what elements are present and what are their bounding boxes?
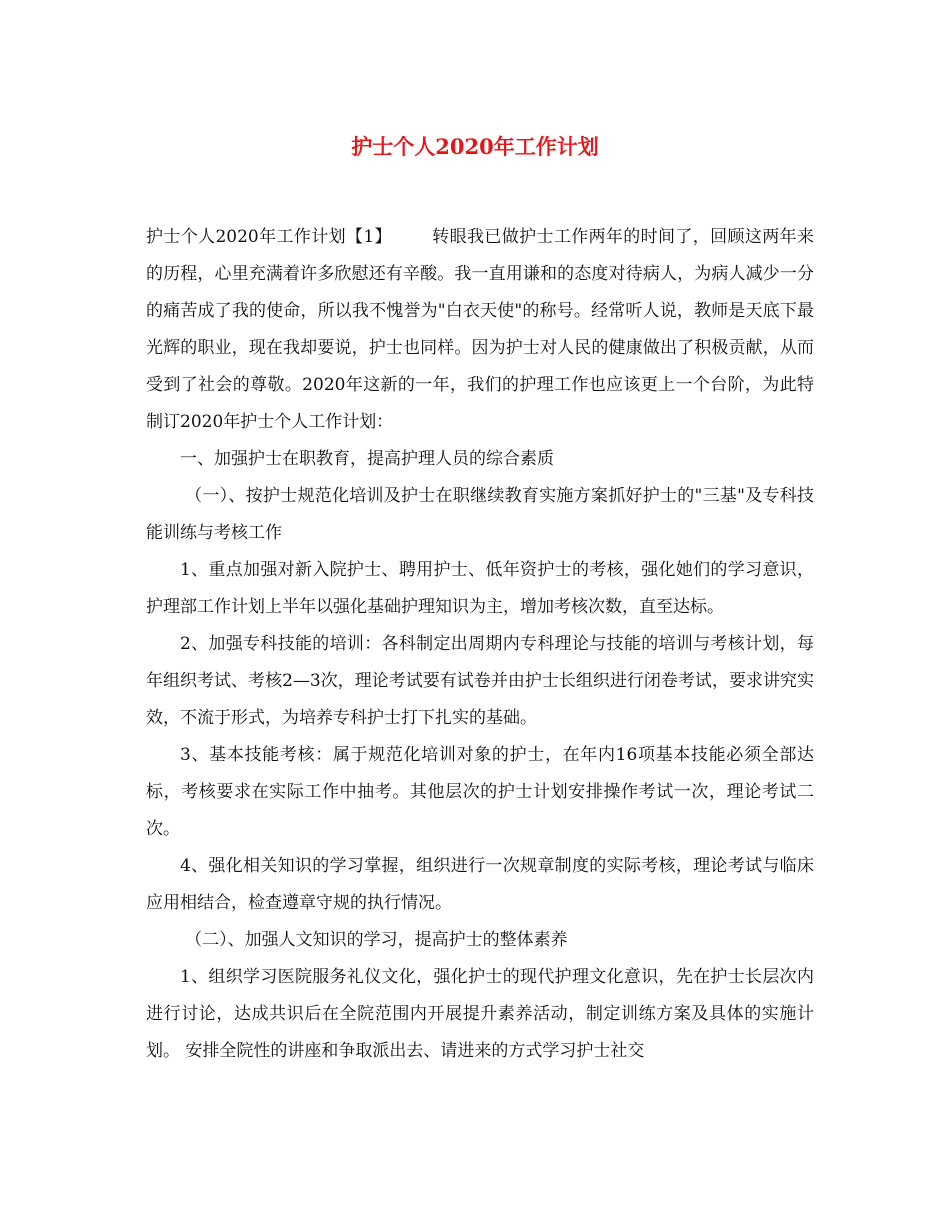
list-item-5: 1、组织学习医院服务礼仪文化，强化护士的现代护理文化意识，先在护士长层次内进行讨论，达成共识后在全院范围内开展提升素养活动，制定训练方案及具体的实施计划。 安排全院性的讲座和争取派出去、请进来的方式学习护士社交 — [146, 967, 814, 1061]
list-item-4: 4、强化相关知识的学习掌握，组织进行一次规章制度的实际考核，理论考试与临床应用相结合，检查遵章守规的执行情况。 — [146, 856, 814, 913]
list-item-3: 3、基本技能考核：属于规范化培训对象的护士，在年内16项基本技能必须全部达标，考核要求在实际工作中抽考。其他层次的护士计划安排操作考试一次，理论考试二次。 — [146, 745, 814, 839]
intro-text: 转眼我已做护士工作两年的时间了，回顾这两年来的历程，心里充满着许多欣慰还有辛酸。我一直用谦和的态度对待病人，为病人减少一分的痛苦成了我的使命，所以我不愧誉为"白衣天使"的称号。经常听人说，教师是天底下最光辉的职业，现在我却要说，护士也同样。因为护士对人民的健康做出了积极贡献，从而受到了社会的尊敬。2020年这新的一年，我们的护理工作也应该更上一个台阶，为此特制订2020年护士个人工作计划： — [146, 227, 814, 432]
intro-paragraph — [146, 219, 814, 441]
list-item-1: 1、重点加强对新入院护士、聘用护士、低年资护士的考核，强化她们的学习意识，护理部工作计划上半年以强化基础护理知识为主，增加考核次数，直至达标。 — [146, 560, 814, 617]
intro-heading: 护士个人2020年工作计划【1】 — [146, 227, 392, 247]
document-body — [146, 219, 814, 1070]
list-item-2: 2、加强专科技能的培训：各科制定出周期内专科理论与技能的培训与考核计划，每年组织考试、考核2—3次，理论考试要有试卷并由护士长组织进行闭卷考试，要求讲究实效，不流于形式，为培养专科护士打下扎实的基础。 — [146, 634, 814, 728]
subsection-heading-1: （一）、按护士规范化培训及护士在职继续教育实施方案抓好护士的"三基"及专科技能训练与考核工作 — [146, 486, 814, 543]
section-heading-1: 一、加强护士在职教育，提高护理人员的综合素质 — [180, 449, 554, 469]
subsection-heading-2: （二）、加强人文知识的学习，提高护士的整体素养 — [185, 930, 568, 950]
document-title: 护士个人2020年工作计划 — [351, 134, 599, 159]
